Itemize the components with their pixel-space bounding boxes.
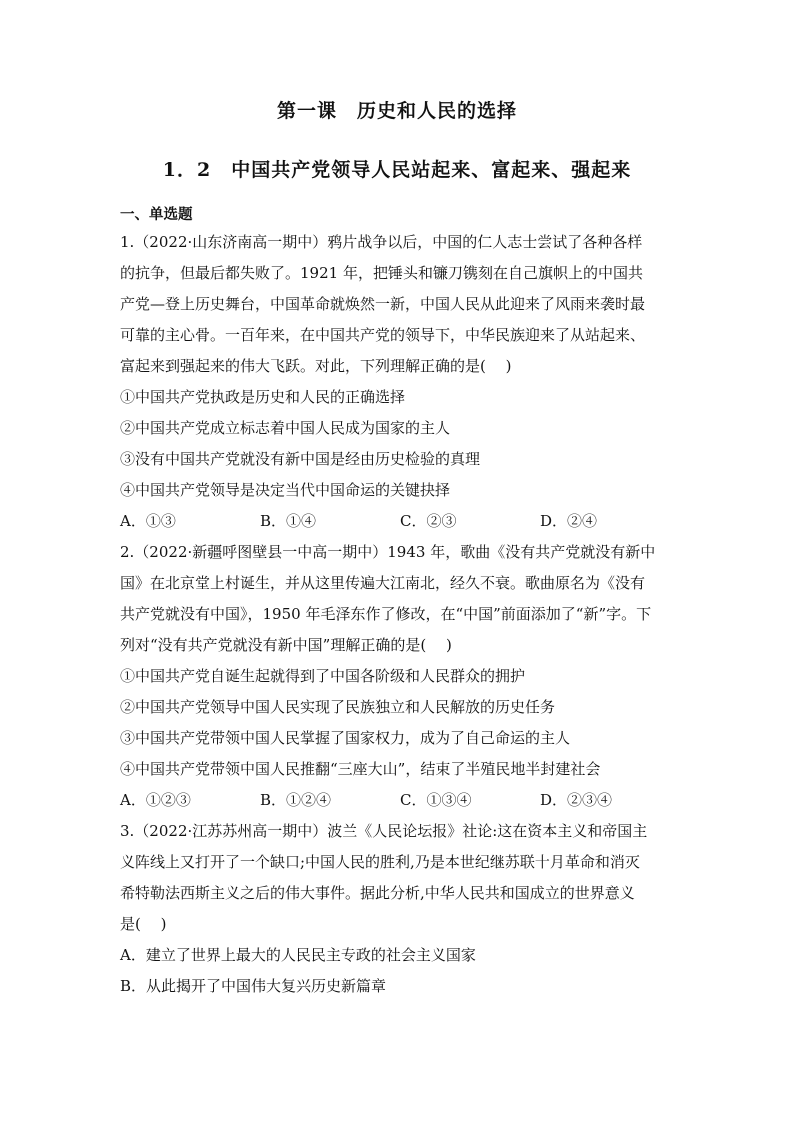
- question-2-line: 国》在北京堂上村诞生，并从这里传遍大江南北，经久不衰。歌曲原名为《没有: [120, 574, 646, 592]
- option-d: D．②③④: [540, 791, 613, 809]
- question-2-statement: ④中国共产党带领中国人民推翻“三座大山”，结束了半殖民地半封建社会: [120, 760, 601, 778]
- question-1-statement: ③没有中国共产党就没有新中国是经由历史检验的真理: [120, 450, 481, 468]
- question-2-line: 2.（2022·新疆呼图壁县一中高一期中）1943 年，歌曲《没有共产党就没有新中: [120, 543, 656, 561]
- question-1-statement: ②中国共产党成立标志着中国人民成为国家的主人: [120, 419, 451, 437]
- option-b: B．①④: [260, 512, 317, 530]
- question-type-heading: 一、单选题: [120, 206, 193, 223]
- question-2-statement: ①中国共产党自诞生起就得到了中国各阶级和人民群众的拥护: [120, 667, 526, 685]
- question-3-line: 希特勒法西斯主义之后的伟大事件。据此分析,中华人民共和国成立的世界意义: [120, 884, 635, 902]
- question-1-line: 1.（2022·山东济南高一期中）鸦片战争以后，中国的仁人志士尝试了各种各样: [120, 233, 643, 251]
- question-1-line: 富起来到强起来的伟大飞跃。对此，下列理解正确的是( ): [120, 357, 512, 375]
- question-1: [120, 227, 680, 537]
- question-1-line: 产党—登上历史舞台，中国革命就焕然一新，中国人民从此迎来了风雨来袭时最: [120, 295, 646, 313]
- option-b: B．①②④: [260, 791, 332, 809]
- option-c: C．①③④: [400, 791, 472, 809]
- question-3-line: 是( ): [120, 915, 167, 933]
- question-2: [120, 537, 680, 816]
- option-a: A．①②③: [120, 791, 191, 809]
- option-d: D．②④: [540, 512, 598, 530]
- question-2-line: 共产党就没有中国》，1950 年毛泽东作了修改，在“中国”前面添加了“新”字。下: [120, 605, 652, 623]
- question-1-line: 可靠的主心骨。一百年来，在中国共产党的领导下，中华民族迎来了从站起来、: [120, 326, 646, 344]
- option-a: A．建立了世界上最大的人民民主专政的社会主义国家: [120, 946, 476, 964]
- lesson-title: 第一课 历史和人民的选择: [276, 100, 517, 122]
- question-2-options: [120, 785, 680, 816]
- question-1-options: [120, 506, 680, 537]
- option-a: A．①③: [120, 512, 176, 530]
- option-c: C．②③: [400, 512, 457, 530]
- question-2-statement: ③中国共产党带领中国人民掌握了国家权力，成为了自己命运的主人: [120, 729, 571, 747]
- option-b: B．从此揭开了中国伟大复兴历史新篇章: [120, 977, 387, 995]
- question-2-statement: ②中国共产党领导中国人民实现了民族独立和人民解放的历史任务: [120, 698, 556, 716]
- question-3: [120, 816, 680, 1002]
- question-2-line: 列对“没有共产党就没有新中国”理解正确的是( ): [120, 636, 452, 654]
- question-3-line: 3.（2022·江苏苏州高一期中）波兰《人民论坛报》社论:这在资本主义和帝国主: [120, 822, 648, 840]
- question-1-line: 的抗争，但最后都失败了。1921 年，把锤头和镰刀镌刻在自己旗帜上的中国共: [120, 264, 643, 282]
- question-1-statement: ①中国共产党执政是历史和人民的正确选择: [120, 388, 406, 406]
- question-3-line: 义阵线上又打开了一个缺口;中国人民的胜利,乃是本世纪继苏联十月革命和消灭: [120, 853, 640, 871]
- section-subtitle: 1．2 中国共产党领导人民站起来、富起来、强起来: [162, 159, 632, 181]
- question-1-statement: ④中国共产党领导是决定当代中国命运的关键抉择: [120, 481, 451, 499]
